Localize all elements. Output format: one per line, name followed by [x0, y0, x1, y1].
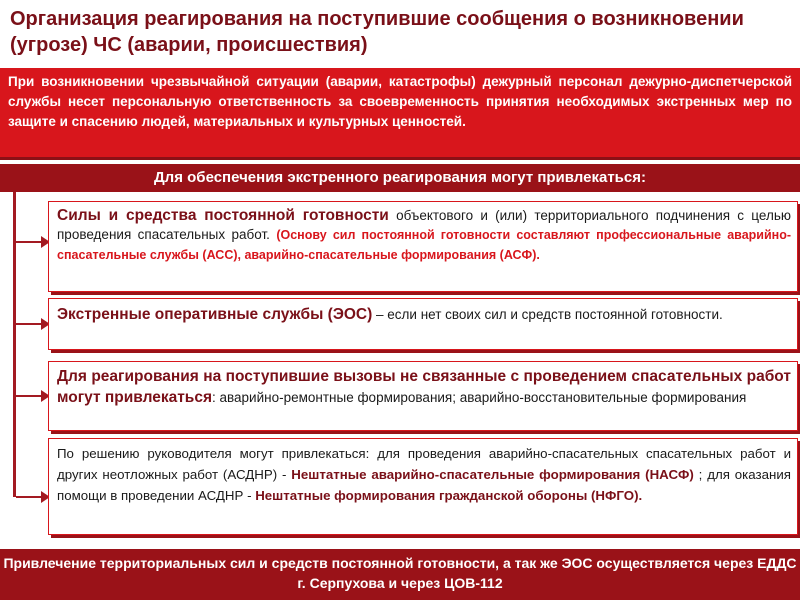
arrow-icon — [16, 496, 42, 498]
arrow-icon — [16, 241, 42, 243]
arrow-icon — [16, 395, 42, 397]
footer-banner: Привлечение территориальных сил и средств постоянной готовности, а так же ЭОС осуществляется через ЕДДС г. Серпухова и через ЦОВ-112 — [0, 549, 800, 600]
info-box-response-calls — [48, 361, 798, 431]
arrow-icon — [16, 323, 42, 325]
box-bold-nasf: Нештатные аварийно-спасательные формирования (НАСФ) — [291, 467, 694, 482]
page-title: Организация реагирования на поступившие сообщения о возникновении (угрозе) ЧС (аварии, происшествия) — [10, 8, 744, 56]
box-text: ; для оказания помощи в проведении АСДНР - — [57, 467, 791, 503]
info-box-emergency-services — [48, 298, 798, 350]
connector-bracket — [13, 192, 16, 497]
section-subheader: Для обеспечения экстренного реагирования могут привлекаться: — [0, 164, 800, 192]
box-lead: Для реагирования на поступившие вызовы не связанные с проведением спасательных работ могут привлекаться — [57, 368, 791, 406]
info-box-manager-decision — [48, 438, 798, 535]
intro-panel: При возникновении чрезвычайной ситуации (аварии, катастрофы) дежурный персонал дежурно-диспетчерской службы несет персональную ответственность за своевременность принятия необходимых экстренных мер по защите и спасению людей, материальных и культурных ценностей. — [0, 68, 800, 160]
box-lead: Силы и средства постоянной готовности — [57, 207, 389, 224]
box-lead: Экстренные оперативные службы (ЭОС) — [57, 306, 373, 323]
info-box-permanent-readiness — [48, 201, 798, 292]
box-note: (Основу сил постоянной готовности составляют профессиональные аварийно-спасательные службы (АСС), аварийно-спасательные формирования (АСФ). — [57, 228, 792, 262]
box-text: – если нет своих сил и средств постоянной готовности. — [372, 307, 723, 322]
box-text: По решению руководителя могут привлекаться: для проведения аварийно-спасательных спасательных работ и других неотложных работ (АСДНР) - — [57, 446, 791, 482]
box-bold-nfgo: Нештатные формирования гражданской обороны (НФГО). — [255, 488, 643, 503]
box-text: объектового и (или) территориального подчинения с целью проведения спасательных работ. — [57, 208, 791, 242]
box-text: : аварийно-ремонтные формирования; аварийно-восстановительные формирования — [212, 390, 747, 405]
